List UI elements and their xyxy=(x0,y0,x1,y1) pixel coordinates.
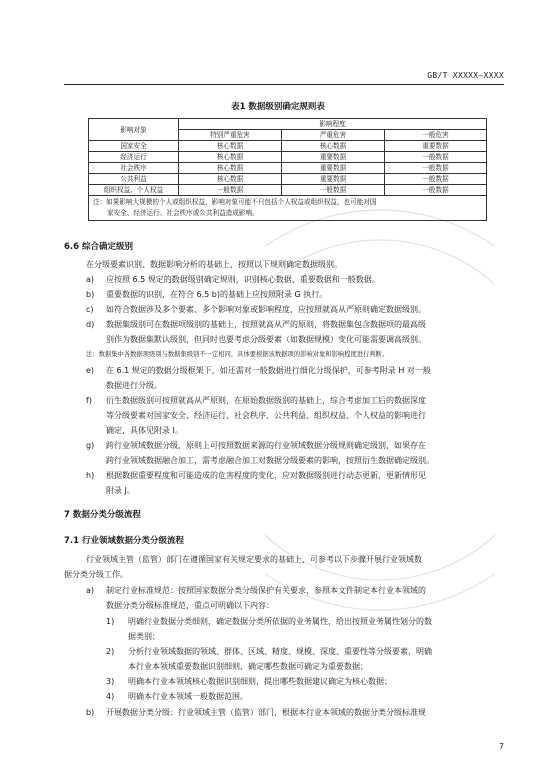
list-item xyxy=(86,468,426,483)
list-text: 制定行业标准规范：按照国家数据分类分级保护有关要求，参照本文件制定本行业本领域的 xyxy=(106,586,426,595)
list-label: g) xyxy=(86,441,95,450)
list-label: a) xyxy=(86,586,95,595)
section-7-heading: 7 数据分类分级流程 xyxy=(64,510,141,520)
sub-item xyxy=(106,674,392,689)
list-item xyxy=(86,302,426,317)
list-text-cont: 数据分类分级标准规范，重点可明确以下内容： xyxy=(106,601,274,610)
table-cell: 核心数据 xyxy=(179,163,282,174)
list-text-cont: 数据进行分级。 xyxy=(106,381,162,390)
table-row xyxy=(89,141,487,152)
row-object: 公共利益 xyxy=(89,174,179,185)
table-row xyxy=(89,185,487,196)
list-text-cont: 别作为数据集默认级别，但同时也要考虑分级要素（如数据规模）变化可能需要调高级别。 xyxy=(106,335,426,344)
list-item xyxy=(86,363,431,378)
list-text: 如符合数据涉及多个要素、多个影响对象或影响程度，应按照就高从严原则确定数据级别。 xyxy=(106,305,426,314)
table-note-line: 家安全、经济运行、社会秩序或公共利益造成影响。 xyxy=(107,209,259,217)
paragraph-cont: 据分类分级工作。 xyxy=(64,570,128,579)
list-text: 开展数据分类分级：行业领域主管（监管）部门，根据本行业本领域的数据分类分级标准规 xyxy=(106,708,426,717)
degree-level: 一般危害 xyxy=(385,130,487,141)
list-text: 应按照 6.5 规定的数据级别确定规则，识别核心数据、重要数据和一般数据。 xyxy=(106,275,380,284)
list-label: b) xyxy=(86,708,95,717)
note: 注：数据集中各数据项级别与数据集级别不一定相同，具体要根据该数据项的影响对象和影响程度进行判断。 xyxy=(86,351,389,358)
list-text-cont: 附录 J。 xyxy=(106,486,135,495)
list-text-cont: 等分级要素对国家安全、经济运行、社会秩序、公共利益、组织权益、个人权益的影响进行 xyxy=(106,411,426,420)
sub-text-cont: 据类别； xyxy=(128,632,160,641)
table-cell: 重要数据 xyxy=(282,152,385,163)
table-note-row xyxy=(89,196,487,221)
list-label: c) xyxy=(86,305,94,314)
header-rule xyxy=(64,84,504,85)
col-head-degree: 影响程度 xyxy=(179,119,487,130)
degree-level: 特别严重危害 xyxy=(179,130,282,141)
table-cell: 一般数据 xyxy=(385,174,487,185)
sub-label: 3) xyxy=(106,677,115,686)
list-text: 根据数据重要程度和可能造成的危害程度的变化，应对数据级别进行动态更新，更新情形见 xyxy=(106,471,426,480)
list-label: a) xyxy=(86,275,95,284)
table-cell: 核心数据 xyxy=(179,174,282,185)
sub-text: 明确本行业本领域一般数据范围。 xyxy=(128,692,248,701)
sub-text-cont: 本行业本领域重要数据识别细则，确定哪些数据可确定为重要数据； xyxy=(128,662,368,671)
list-text-cont: 跨行业领域数据融合加工，需考虑融合加工对数据分级要素的影响，按照衍生数据确定级别。 xyxy=(106,456,434,465)
table-cell: 重要数据 xyxy=(282,163,385,174)
list-item xyxy=(86,438,426,453)
sub-item xyxy=(106,614,432,629)
sub-label: 1) xyxy=(106,617,115,626)
table-cell: 一般数据 xyxy=(282,185,385,196)
table-cell: 核心数据 xyxy=(179,152,282,163)
table-row xyxy=(89,174,487,185)
list-label: e) xyxy=(86,366,95,375)
table-cell: 核心数据 xyxy=(179,141,282,152)
list-item xyxy=(86,393,426,408)
row-object: 国家安全 xyxy=(89,141,179,152)
degree-level: 严重危害 xyxy=(282,130,385,141)
list-item xyxy=(86,705,426,720)
sub-text: 明确行业数据分类细则，确定数据分类所依据的业务属性，给出按照业务属性划分的数 xyxy=(128,617,432,626)
list-text-cont: 确定，具体见附录 I。 xyxy=(106,426,183,435)
paragraph: 在分级要素识别、数据影响分析的基础上，按照以下规则确定数据级别。 xyxy=(86,260,342,269)
table-cell: 一般数据 xyxy=(385,152,487,163)
list-label: d) xyxy=(86,320,95,329)
table-row xyxy=(89,152,487,163)
col-head-object: 影响对象 xyxy=(89,119,179,141)
sub-label: 2) xyxy=(106,647,115,656)
list-text: 衍生数据级别可按照就高从严原则，在原始数据级别的基础上，综合考虑加工后的数据深度 xyxy=(106,396,426,405)
list-item xyxy=(86,287,327,302)
list-item xyxy=(86,272,380,287)
row-object: 组织权益、个人权益 xyxy=(89,185,179,196)
row-object: 社会秩序 xyxy=(89,163,179,174)
sub-text: 分析行业领域数据的领域、群体、区域、精度、规模、深度、重要性等分级要素，明确 xyxy=(128,647,432,656)
list-text: 数据集级别可在数据项级别的基础上，按照就高从严的原则，将数据集包含数据项的最高级 xyxy=(106,320,426,329)
table-title: 表1 数据级别确定规则表 xyxy=(231,102,325,112)
table-cell: 重要数据 xyxy=(282,174,385,185)
list-text: 跨行业领域数据分级，原则上可按照数据来源的行业领域数据分级规则确定级别，如果存在 xyxy=(106,441,426,450)
sub-item xyxy=(106,689,248,704)
page-number: 7 xyxy=(498,742,504,751)
level-rules-table xyxy=(88,118,487,221)
list-text: 重要数据的识别，在符合 6.5 b)的基础上应按照附录 G 执行。 xyxy=(106,290,328,299)
list-label: b) xyxy=(86,290,95,299)
table-cell: 重要数据 xyxy=(385,141,487,152)
sub-item xyxy=(106,644,432,659)
table-row xyxy=(89,163,487,174)
table-cell: 一般数据 xyxy=(179,185,282,196)
list-text: 在 6.1 规定的数据分级框架下，如还需对一般数据进行细化分级保护，可参考附录 H 对一般 xyxy=(106,366,431,375)
sub-label: 4) xyxy=(106,692,115,701)
header-doc-code: GB/T XXXXX—XXXX xyxy=(427,71,504,80)
list-item xyxy=(86,317,426,332)
table-cell: 一般数据 xyxy=(385,185,487,196)
paragraph: 行业领域主管（监管）部门在遵循国家有关规定要求的基础上，可参考以下步骤开展行业领域数 xyxy=(86,555,422,564)
list-label: f) xyxy=(86,396,92,405)
list-label: h) xyxy=(86,471,95,480)
section-7-1-heading: 7.1 行业领域数据分类分级流程 xyxy=(64,536,185,546)
table-note-line: 注：如果影响大规模的个人或组织权益，影响对象可能不只包括个人权益或组织权益，也可能对国 xyxy=(93,198,377,206)
sub-text: 明确本行业本领域核心数据识别细则，提出哪些数据建议确定为核心数据； xyxy=(128,677,392,686)
table-cell: 核心数据 xyxy=(282,141,385,152)
section-6-6-heading: 6.6 综合确定级别 xyxy=(64,242,134,252)
table-cell: 一般数据 xyxy=(385,163,487,174)
row-object: 经济运行 xyxy=(89,152,179,163)
table-note xyxy=(89,196,487,221)
list-item xyxy=(86,583,426,598)
